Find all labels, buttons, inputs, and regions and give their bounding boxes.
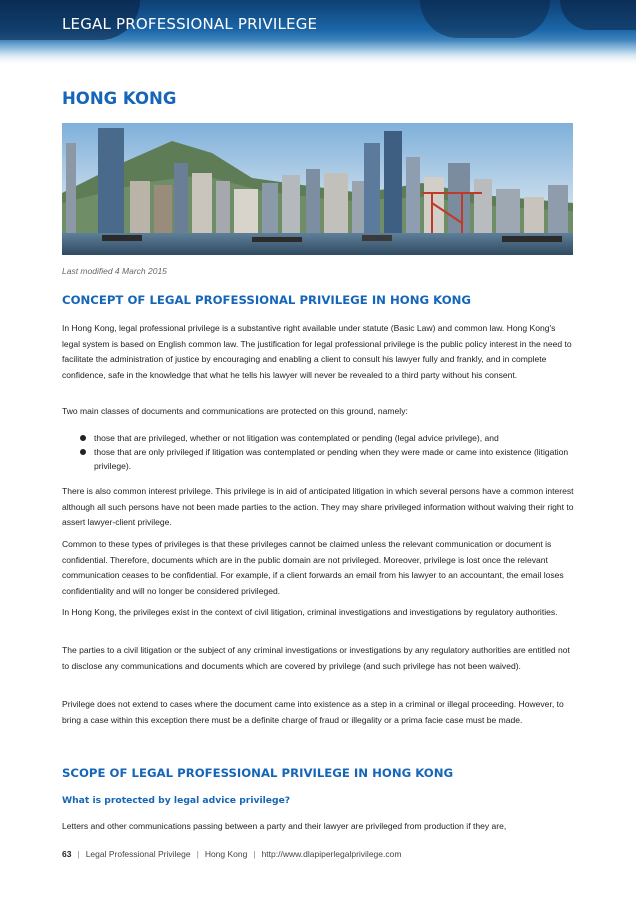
footer-separator: |: [196, 849, 199, 859]
paragraph: In Hong Kong, the privileges exist in the context of civil litigation, criminal investigations and investigations by regulatory authorities.: [62, 607, 558, 617]
banner-decoration: [420, 0, 550, 38]
paragraph: The parties to a civil litigation or the subject of any criminal investigations or investigations by any regulatory authorities are entitled not to disclose any communications and documents which are covered by privilege (and such privilege has not been waived).: [62, 645, 570, 671]
footer-separator: |: [253, 849, 256, 859]
banner-fade: [0, 40, 636, 66]
footer-url[interactable]: http://www.dlapiperlegalprivilege.com: [261, 849, 402, 859]
paragraph: Two main classes of documents and communications are protected on this ground, namely:: [62, 406, 408, 416]
banner-title: LEGAL PROFESSIONAL PRIVILEGE: [62, 15, 318, 33]
paragraph: Letters and other communications passing between a party and their lawyer are privileged from production if they are,: [62, 821, 507, 831]
footer-separator: |: [77, 849, 80, 859]
page-title: HONG KONG: [62, 89, 177, 108]
banner-decoration: [560, 0, 636, 30]
section-heading-concept: CONCEPT OF LEGAL PROFESSIONAL PRIVILEGE IN HONG KONG: [62, 293, 472, 307]
paragraph: Privilege does not extend to cases where the document came into existence as a step in a criminal or illegal proceeding. However, to bring a case within this exception there must be a definite charge of fraud or illegality or a prima facie case must be made.: [62, 699, 564, 725]
page-number: 63: [62, 849, 72, 859]
bullet-list: [62, 431, 574, 473]
bullet-icon: [80, 435, 86, 441]
skyline-illustration: [62, 123, 573, 255]
paragraph: In Hong Kong, legal professional privilege is a substantive right available under statute (Basic Law) and common law. Hong Kong's legal system is based on English common law. The justification for legal professional privilege is the public policy interest in the need to facilitate the administration of justice by encouraging and enabling a client to consult his lawyer fully and frankly, and in complete confidence, safe in the knowledge that what he tells his lawyer will never be revealed to a third party without his consent.: [62, 323, 572, 380]
header-banner: [0, 0, 636, 66]
list-item: those that are only privileged if litigation was contemplated or pending when they were made or came into existence (litigation privilege).: [62, 445, 574, 473]
hong-kong-skyline-photo: [62, 123, 573, 255]
sub-heading: What is protected by legal advice privilege?: [62, 795, 291, 806]
bullet-icon: [80, 449, 86, 455]
paragraph: Common to these types of privileges is that these privileges cannot be claimed unless the relevant communication or document is confidential. Therefore, documents which are in the public domain are not privileged. Moreover, privilege is lost once the relevant communication ceases to be confidential. For example, if a client forwards an email from his lawyer to an accountant, the email loses confidentiality and will no longer be considered privileged.: [62, 539, 564, 596]
footer-jurisdiction: Hong Kong: [204, 849, 248, 859]
page-footer: [62, 849, 401, 859]
last-modified-date: Last modified 4 March 2015: [62, 266, 167, 276]
section-heading-scope: SCOPE OF LEGAL PROFESSIONAL PRIVILEGE IN HONG KONG: [62, 766, 454, 780]
list-item: those that are privileged, whether or not litigation was contemplated or pending (legal advice privilege), and: [62, 431, 574, 445]
paragraph: There is also common interest privilege. This privilege is in aid of anticipated litigation in which several persons have a common interest although all such persons have not been made parties to the action. They may share privileged information without waiving their right to assert lawyer-client privilege.: [62, 486, 574, 527]
footer-doc-title: Legal Professional Privilege: [85, 849, 191, 859]
